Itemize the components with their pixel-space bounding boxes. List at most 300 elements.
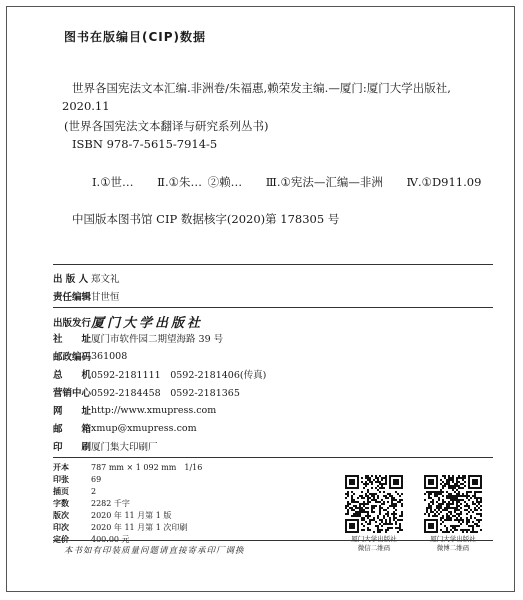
qr-module [347,501,349,503]
qr-module [444,485,446,487]
qr-module [454,525,456,527]
qr-module [462,521,464,523]
qr-module [454,529,456,531]
qr-module [385,495,387,497]
qr-module [446,529,448,531]
qr-module [385,523,387,525]
qr-module [436,495,438,497]
qr-module [428,493,430,495]
qr-module [454,509,456,511]
qr-module [446,517,448,519]
qr-module [363,509,365,511]
qr-module [361,517,363,519]
qr-module [424,513,426,515]
website-row [53,403,216,417]
spec-label: 插页 [53,487,69,496]
qr-module [353,501,355,503]
qr-module [371,475,373,477]
qr-module [375,505,377,507]
qr-module [349,503,351,505]
qr-module [367,503,369,505]
qr-module [387,515,389,517]
qr-module [397,527,399,529]
qr-module [399,495,401,497]
qr-module [454,527,456,529]
qr-module [476,523,478,525]
qr-module [369,501,371,503]
qr-module [446,495,448,497]
qr-module [470,517,472,519]
qr-module [381,525,383,527]
qr-module [442,517,444,519]
qr-module [385,519,387,521]
qr-module [472,511,474,513]
qr-module [474,517,476,519]
qr-module [440,503,442,505]
qr-module [426,491,428,493]
qr-caption-line: 微博二维码 [436,544,470,552]
qr-module [480,497,482,499]
qr-module [450,485,452,487]
qr-module [438,513,440,515]
qr-module [434,493,436,495]
qr-module [450,529,452,531]
qr-module [385,529,387,531]
qr-module [450,503,452,505]
qr-module [371,519,373,521]
qr-module [375,475,377,477]
field-value: 厦门市软件园二期望海路 39 号 [91,334,224,345]
qr-module [478,491,480,493]
qr-module [389,523,391,525]
qr-module [450,493,452,495]
qr-module [347,509,349,511]
spec-value: 69 [91,475,102,484]
qr-module [438,497,440,499]
qr-module [353,499,355,501]
qr-module [466,505,468,507]
qr-module [476,509,478,511]
qr-module [395,521,397,523]
qr-module [377,517,379,519]
qr-module [399,501,401,503]
qr-module [466,531,468,533]
qr-module [452,477,454,479]
qr-module [365,477,367,479]
qr-module [456,481,458,483]
qr-module [452,499,454,501]
qr-module [365,521,367,523]
qr-module [458,513,460,515]
qr-module [474,523,476,525]
qr-module [363,505,365,507]
qr-module [391,497,393,499]
qr-module [355,505,357,507]
qr-module [359,509,361,511]
qr-module [478,501,480,503]
qr-module [450,487,452,489]
qr-module [474,491,476,493]
qr-module [456,497,458,499]
qr-module [446,503,448,505]
qr-module [464,485,466,487]
qr-module [462,477,464,479]
qr-module [450,511,452,513]
qr-module [365,493,367,495]
qr-module [383,517,385,519]
field-value: 甘世恒 [91,292,120,303]
qr-module [381,499,383,501]
qr-module [456,499,458,501]
editor-row [53,289,120,303]
qr-module [391,527,393,529]
field-label: 出版发行 [53,317,92,329]
qr-module [462,519,464,521]
qr-module [442,501,444,503]
qr-module [369,493,371,495]
publisher-logo: 厦门大学出版社 [91,316,204,331]
qr-module [399,529,401,531]
qr-finder-pattern [428,479,434,485]
qr-module [351,507,353,509]
spec-row [53,510,171,521]
qr-module [389,517,391,519]
qr-module [434,491,436,493]
qr-module [456,505,458,507]
qr-module [452,479,454,481]
qr-module [452,501,454,503]
wechat-qr-code [345,475,403,533]
qr-module [369,515,371,517]
qr-module [456,479,458,481]
qr-module [379,513,381,515]
qr-module [472,495,474,497]
qr-module [446,507,448,509]
qr-module [440,489,442,491]
qr-module [434,509,436,511]
qr-module [476,531,478,533]
qr-module [460,511,462,513]
qr-module [448,487,450,489]
qr-module [357,497,359,499]
qr-module [468,491,470,493]
qr-module [456,529,458,531]
qr-module [363,529,365,531]
qr-module [373,511,375,513]
qr-module [363,517,365,519]
qr-module [357,513,359,515]
qr-module [464,495,466,497]
qr-module [466,519,468,521]
qr-module [456,525,458,527]
qr-module [377,489,379,491]
qr-module [448,503,450,505]
qr-module [377,527,379,529]
qr-module [448,485,450,487]
qr-module [363,519,365,521]
qr-module [365,507,367,509]
qr-module [468,499,470,501]
qr-module [367,497,369,499]
qr-module [456,513,458,515]
qr-module [377,515,379,517]
postcode-row [53,349,127,363]
qr-module [462,529,464,531]
qr-module [375,487,377,489]
spec-value: 2020 年 11 月第 1 版 [91,511,172,520]
qr-module [448,481,450,483]
qr-module [456,503,458,505]
qr-module [379,475,381,477]
qr-module [399,519,401,521]
qr-module [466,503,468,505]
qr-module [401,529,403,531]
qr-module [391,513,393,515]
qr-caption-line: 厦门大学出版社 [351,535,397,543]
qr-module [385,513,387,515]
qr-module [472,521,474,523]
qr-module [401,511,403,513]
qr-module [363,501,365,503]
qr-module [375,499,377,501]
qr-module [478,503,480,505]
qr-module [434,515,436,517]
qr-module [478,507,480,509]
qr-module [369,477,371,479]
qr-module [373,499,375,501]
qr-module [444,477,446,479]
qr-module [373,497,375,499]
qr-module [446,531,448,533]
qr-module [446,519,448,521]
qr-module [381,507,383,509]
qr-module [353,505,355,507]
qr-module [395,503,397,505]
qr-module [345,513,347,515]
publisher-person-row [53,271,120,285]
qr-module [458,499,460,501]
qr-module [387,511,389,513]
qr-module [474,509,476,511]
qr-module [371,481,373,483]
qr-module [442,531,444,533]
address-row [53,331,223,345]
qr-module [466,509,468,511]
qr-module [355,513,357,515]
spec-value: 2282 千字 [91,499,130,508]
qr-module [446,479,448,481]
divider [53,457,493,458]
qr-module [430,491,432,493]
qr-module [444,509,446,511]
qr-module [446,497,448,499]
qr-module [458,495,460,497]
qr-module [361,523,363,525]
qr-module [476,499,478,501]
qr-module [399,525,401,527]
qr-module [347,513,349,515]
qr-module [355,501,357,503]
spec-value: 400.00 元 [91,535,130,544]
qr-module [428,491,430,493]
qr-module [381,519,383,521]
classification-item: Ⅲ.①宪法—汇编—非洲 [265,175,383,189]
qr-module [450,479,452,481]
qr-module [448,477,450,479]
qr-module [480,501,482,503]
qr-module [369,521,371,523]
email-link[interactable]: xmup@xmupress.com [91,422,197,434]
qr-module [367,511,369,513]
qr-module [458,475,460,477]
qr-module [369,523,371,525]
qr-module [448,493,450,495]
qr-module [367,479,369,481]
qr-module [458,505,460,507]
qr-module [466,523,468,525]
qr-module [424,499,426,501]
qr-module [468,511,470,513]
qr-module [365,515,367,517]
qr-module [466,529,468,531]
qr-module [446,505,448,507]
qr-module [365,481,367,483]
qr-module [448,483,450,485]
qr-module [468,507,470,509]
qr-module [401,499,403,501]
qr-module [464,505,466,507]
qr-module [387,529,389,531]
qr-module [381,487,383,489]
issuer-row [53,312,203,331]
qr-module [460,517,462,519]
footer-note: 本书如有印装质量问题请直接寄承印厂调换 [64,546,245,556]
qr-module [438,503,440,505]
qr-module [367,483,369,485]
qr-module [442,509,444,511]
qr-module [371,505,373,507]
qr-module [373,517,375,519]
qr-module [365,483,367,485]
website-link[interactable]: http://www.xmupress.com [91,404,217,416]
qr-module [444,519,446,521]
qr-module [377,481,379,483]
qr-module [468,529,470,531]
qr-module [391,501,393,503]
qr-module [385,475,387,477]
spec-value: 2 [91,487,97,496]
qr-module [361,509,363,511]
qr-module [440,493,442,495]
qr-module [389,521,391,523]
qr-module [361,477,363,479]
qr-module [385,521,387,523]
qr-module [373,507,375,509]
qr-module [379,529,381,531]
qr-module [452,515,454,517]
qr-module [440,511,442,513]
classification-item: Ⅳ.①D911.09 [406,175,482,189]
qr-module [428,497,430,499]
qr-module [454,497,456,499]
qr-module [377,501,379,503]
qr-module [391,523,393,525]
qr-module [440,491,442,493]
qr-module [460,507,462,509]
switchboard-row [53,367,266,381]
qr-module [377,525,379,527]
qr-module [442,491,444,493]
qr-module [432,503,434,505]
qr-module [462,487,464,489]
qr-module [464,475,466,477]
qr-finder-pattern [349,523,355,529]
qr-module [440,523,442,525]
qr-module [452,485,454,487]
qr-module [452,503,454,505]
qr-module [440,505,442,507]
qr-module [367,499,369,501]
qr-module [458,477,460,479]
qr-module [442,503,444,505]
qr-module [393,497,395,499]
qr-module [377,497,379,499]
field-label: 营销中心 [53,388,92,399]
qr-module [446,513,448,515]
qr-module [401,505,403,507]
qr-module [373,495,375,497]
qr-module [373,505,375,507]
qr-module [432,499,434,501]
qr-module [480,529,482,531]
qr-module [367,491,369,493]
qr-module [448,505,450,507]
qr-module [355,507,357,509]
cip-isbn: ISBN 978-7-5615-7914-5 [72,137,218,151]
qr-module [458,519,460,521]
qr-module [383,501,385,503]
qr-module [391,505,393,507]
spec-row [53,498,130,509]
qr-module [460,495,462,497]
qr-module [480,499,482,501]
qr-module [466,491,468,493]
qr-module [478,521,480,523]
qr-module [430,497,432,499]
qr-module [450,497,452,499]
qr-module [383,477,385,479]
qr-module [395,509,397,511]
qr-module [448,497,450,499]
qr-module [426,511,428,513]
qr-module [452,531,454,533]
qr-module [462,475,464,477]
qr-module [375,477,377,479]
qr-module [385,509,387,511]
qr-module [476,501,478,503]
qr-module [393,515,395,517]
qr-module [454,499,456,501]
qr-module [456,501,458,503]
qr-module [359,511,361,513]
qr-module [365,495,367,497]
qr-module [480,509,482,511]
spec-row [53,474,101,485]
email-row [53,421,197,435]
qr-module [375,521,377,523]
qr-module [440,483,442,485]
spec-label: 开本 [53,463,69,472]
